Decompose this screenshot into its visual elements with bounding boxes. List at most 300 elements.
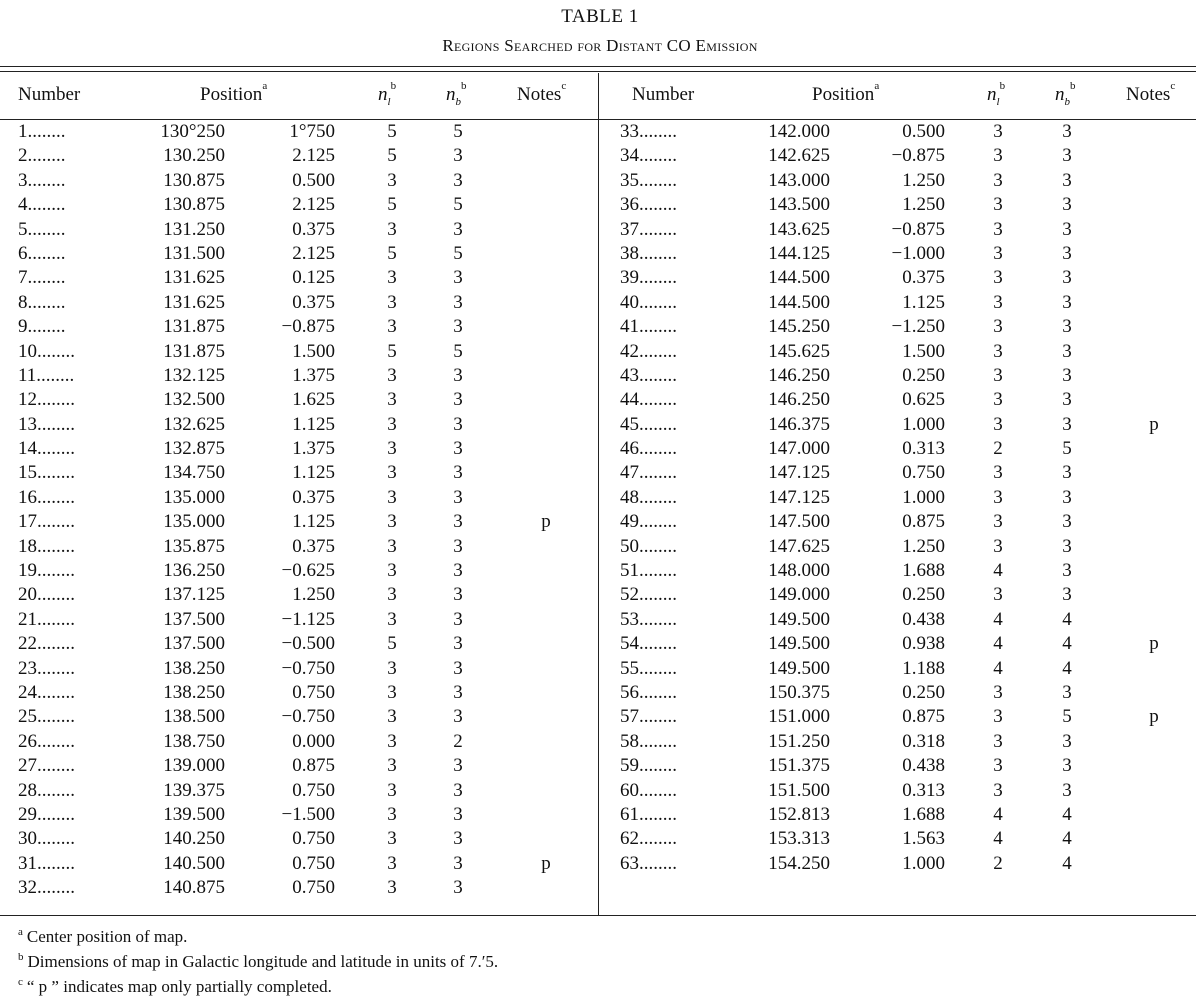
- table-row: [0, 755, 598, 779]
- nb-cell: 3: [453, 633, 463, 655]
- row-number: 43........: [620, 364, 677, 386]
- latitude-cell: 1.500: [902, 340, 945, 362]
- longitude-cell: 130°250: [160, 121, 225, 142]
- latitude-cell: 0.250: [902, 364, 945, 386]
- nl-cell: 3: [387, 828, 397, 850]
- row-number: 45........: [620, 413, 677, 435]
- row-number: 3........: [18, 169, 66, 191]
- nl-cell: 3: [387, 218, 397, 240]
- nl-cell: 3: [993, 218, 1003, 240]
- table-row: [0, 170, 598, 194]
- nl-cell: 3: [387, 852, 397, 874]
- nl-cell: 3: [387, 755, 397, 777]
- nl-cell: 5: [387, 242, 397, 264]
- nb-cell: 3: [1062, 681, 1072, 703]
- nb-cell: 3: [453, 535, 463, 557]
- table-row: [0, 389, 598, 413]
- row-number: 2........: [18, 145, 66, 167]
- table-row: [0, 706, 598, 730]
- longitude-cell: 138.500: [163, 706, 225, 728]
- nb-cell: 3: [453, 316, 463, 338]
- row-number: 34........: [620, 145, 677, 167]
- nb-cell: 3: [453, 706, 463, 728]
- nb-cell: 3: [1062, 486, 1072, 508]
- table-row: [0, 219, 598, 243]
- longitude-cell: 143.500: [768, 194, 830, 216]
- nl-cell: 3: [387, 462, 397, 484]
- longitude-cell: 143.000: [768, 169, 830, 191]
- row-number: 30........: [18, 828, 75, 850]
- header-nl: $n_l^b$: [378, 80, 397, 108]
- table-row: [0, 316, 598, 340]
- nb-cell: 3: [453, 486, 463, 508]
- latitude-cell: 1.375: [292, 364, 335, 386]
- nb-cell: 3: [1062, 389, 1072, 411]
- nl-cell: 3: [993, 267, 1003, 289]
- nl-cell: 4: [993, 828, 1003, 850]
- nb-cell: 3: [1062, 316, 1072, 338]
- latitude-cell: 1.625: [292, 389, 335, 411]
- notes-cell: p: [1149, 413, 1159, 435]
- row-number: 11........: [18, 364, 75, 386]
- latitude-cell: 1.125: [292, 462, 335, 484]
- latitude-cell: 0.750: [292, 681, 335, 703]
- latitude-cell: 1.688: [902, 803, 945, 825]
- longitude-cell: 153.313: [768, 828, 830, 850]
- row-number: 44........: [620, 389, 677, 411]
- latitude-cell: 1.250: [902, 194, 945, 216]
- nb-cell: 3: [1062, 779, 1072, 801]
- row-number: 54........: [620, 633, 677, 655]
- longitude-cell: 139.000: [163, 755, 225, 777]
- latitude-cell: 0.750: [292, 779, 335, 801]
- latitude-cell: −1.125: [281, 608, 335, 630]
- nl-cell: 3: [387, 389, 397, 411]
- row-number: 1........: [18, 121, 66, 142]
- latitude-cell: 1.125: [292, 413, 335, 435]
- table-row: [600, 341, 1198, 365]
- table-row: [600, 780, 1198, 804]
- header-nl: $n_l^b$: [987, 80, 1006, 108]
- nb-cell: 4: [1062, 657, 1072, 679]
- nl-cell: 3: [993, 462, 1003, 484]
- latitude-cell: 2.125: [292, 194, 335, 216]
- row-number: 32........: [18, 877, 75, 899]
- latitude-cell: 0.438: [902, 608, 945, 630]
- header-row: [0, 73, 598, 119]
- row-number: 26........: [18, 730, 75, 752]
- table-row: [0, 145, 598, 169]
- row-number: 22........: [18, 633, 75, 655]
- latitude-cell: 1.125: [902, 291, 945, 313]
- nl-cell: 3: [993, 389, 1003, 411]
- latitude-cell: 1.000: [902, 413, 945, 435]
- nb-cell: 3: [453, 657, 463, 679]
- nl-cell: 3: [993, 364, 1003, 386]
- latitude-cell: 1.500: [292, 340, 335, 362]
- header-nb: $n_b^b$: [446, 80, 467, 108]
- nb-cell: 3: [1062, 194, 1072, 216]
- nb-cell: 3: [453, 169, 463, 191]
- longitude-cell: 146.375: [768, 413, 830, 435]
- longitude-cell: 132.625: [163, 413, 225, 435]
- latitude-cell: 1.250: [292, 584, 335, 606]
- latitude-cell: 0.375: [292, 291, 335, 313]
- nb-cell: 3: [1062, 364, 1072, 386]
- table-row: [600, 755, 1198, 779]
- latitude-cell: 0.313: [902, 438, 945, 460]
- nb-cell: 3: [1062, 340, 1072, 362]
- latitude-cell: 0.500: [292, 169, 335, 191]
- nb-cell: 5: [453, 340, 463, 362]
- table-row: [600, 121, 1198, 145]
- row-number: 37........: [620, 218, 677, 240]
- latitude-cell: 0.250: [902, 681, 945, 703]
- nl-cell: 3: [993, 340, 1003, 362]
- latitude-cell: 0.875: [902, 511, 945, 533]
- table-row: [600, 633, 1198, 657]
- longitude-cell: 151.375: [768, 755, 830, 777]
- table-title: TABLE 1: [561, 6, 639, 27]
- nb-cell: 3: [453, 145, 463, 167]
- nl-cell: 3: [993, 121, 1003, 142]
- row-number: 29........: [18, 803, 75, 825]
- longitude-cell: 134.750: [163, 462, 225, 484]
- nb-cell: 3: [1062, 584, 1072, 606]
- nb-cell: 3: [1062, 413, 1072, 435]
- row-number: 28........: [18, 779, 75, 801]
- nl-cell: 3: [387, 779, 397, 801]
- nb-cell: 3: [453, 828, 463, 850]
- longitude-cell: 140.875: [163, 877, 225, 899]
- nl-cell: 3: [387, 169, 397, 191]
- longitude-cell: 149.000: [768, 584, 830, 606]
- table-row: [600, 292, 1198, 316]
- row-number: 40........: [620, 291, 677, 313]
- latitude-cell: 0.438: [902, 755, 945, 777]
- longitude-cell: 131.625: [163, 267, 225, 289]
- nl-cell: 5: [387, 145, 397, 167]
- nl-cell: 3: [993, 779, 1003, 801]
- latitude-cell: 1.563: [902, 828, 945, 850]
- nl-cell: 3: [993, 535, 1003, 557]
- nl-cell: 3: [387, 706, 397, 728]
- table-row: [0, 243, 598, 267]
- header-position: Position$^a$: [200, 80, 268, 105]
- nb-cell: 5: [1062, 706, 1072, 728]
- table-body-right: [600, 119, 1198, 877]
- row-number: 58........: [620, 730, 677, 752]
- longitude-cell: 131.500: [163, 242, 225, 264]
- header-notes: Notes$^c$: [517, 80, 567, 105]
- column-divider: [598, 73, 599, 916]
- table-half-left: [0, 73, 598, 902]
- nl-cell: 3: [387, 584, 397, 606]
- longitude-cell: 145.250: [768, 316, 830, 338]
- row-number: 8........: [18, 291, 66, 313]
- nl-cell: 3: [387, 535, 397, 557]
- latitude-cell: 0.875: [902, 706, 945, 728]
- latitude-cell: −0.875: [281, 316, 335, 338]
- nl-cell: 3: [993, 681, 1003, 703]
- nb-cell: 4: [1062, 633, 1072, 655]
- notes-cell: p: [541, 852, 551, 874]
- row-number: 19........: [18, 560, 75, 582]
- row-number: 18........: [18, 535, 75, 557]
- row-number: 55........: [620, 657, 677, 679]
- notes-cell: p: [1149, 706, 1159, 728]
- nl-cell: 3: [387, 608, 397, 630]
- nb-cell: 3: [453, 852, 463, 874]
- longitude-cell: 132.875: [163, 438, 225, 460]
- row-number: 61........: [620, 803, 677, 825]
- row-number: 9........: [18, 316, 66, 338]
- table-row: [0, 462, 598, 486]
- nl-cell: 3: [387, 316, 397, 338]
- table-row: [0, 682, 598, 706]
- nb-cell: 3: [453, 438, 463, 460]
- row-number: 25........: [18, 706, 75, 728]
- longitude-cell: 149.500: [768, 633, 830, 655]
- longitude-cell: 135.000: [163, 486, 225, 508]
- row-number: 14........: [18, 438, 75, 460]
- table-row: [600, 316, 1198, 340]
- nl-cell: 4: [993, 803, 1003, 825]
- nb-cell: 3: [453, 584, 463, 606]
- nl-cell: 3: [387, 364, 397, 386]
- nl-cell: 4: [993, 657, 1003, 679]
- nb-cell: 3: [1062, 121, 1072, 142]
- latitude-cell: 0.125: [292, 267, 335, 289]
- nb-cell: 3: [453, 413, 463, 435]
- nl-cell: 3: [993, 486, 1003, 508]
- latitude-cell: 0.250: [902, 584, 945, 606]
- longitude-cell: 142.000: [768, 121, 830, 142]
- row-number: 50........: [620, 535, 677, 557]
- nl-cell: 4: [993, 633, 1003, 655]
- table-row: [0, 121, 598, 145]
- row-number: 12........: [18, 389, 75, 411]
- nl-cell: 3: [387, 413, 397, 435]
- row-number: 47........: [620, 462, 677, 484]
- nl-cell: 3: [387, 877, 397, 899]
- table-half-right: [600, 73, 1198, 877]
- table-row: [600, 219, 1198, 243]
- longitude-cell: 130.875: [163, 194, 225, 216]
- nb-cell: 3: [1062, 560, 1072, 582]
- longitude-cell: 130.875: [163, 169, 225, 191]
- table-row: [0, 438, 598, 462]
- nl-cell: 3: [993, 145, 1003, 167]
- nl-cell: 3: [387, 560, 397, 582]
- row-number: 4........: [18, 194, 66, 216]
- nb-cell: 3: [453, 608, 463, 630]
- nb-cell: 3: [1062, 511, 1072, 533]
- latitude-cell: 0.318: [902, 730, 945, 752]
- table-row: [0, 658, 598, 682]
- table-row: [0, 487, 598, 511]
- nb-cell: 5: [453, 242, 463, 264]
- table-row: [600, 243, 1198, 267]
- row-number: 33........: [620, 121, 677, 142]
- latitude-cell: 0.750: [292, 852, 335, 874]
- nl-cell: 3: [387, 511, 397, 533]
- row-number: 51........: [620, 560, 677, 582]
- table-row: [600, 853, 1198, 877]
- table-row: [0, 536, 598, 560]
- latitude-cell: 0.313: [902, 779, 945, 801]
- longitude-cell: 132.500: [163, 389, 225, 411]
- nb-cell: 4: [1062, 608, 1072, 630]
- nl-cell: 3: [993, 194, 1003, 216]
- table-row: [0, 633, 598, 657]
- row-number: 20........: [18, 584, 75, 606]
- table-row: [0, 853, 598, 877]
- latitude-cell: 0.625: [902, 389, 945, 411]
- nl-cell: 5: [387, 121, 397, 142]
- table-row: [600, 414, 1198, 438]
- latitude-cell: 0.750: [292, 877, 335, 899]
- table-row: [600, 609, 1198, 633]
- latitude-cell: 0.500: [902, 121, 945, 142]
- longitude-cell: 138.250: [163, 657, 225, 679]
- nb-cell: 2: [453, 730, 463, 752]
- row-number: 13........: [18, 413, 75, 435]
- row-number: 27........: [18, 755, 75, 777]
- table-row: [0, 292, 598, 316]
- latitude-cell: 0.875: [292, 755, 335, 777]
- latitude-cell: −1.500: [281, 803, 335, 825]
- nb-cell: 3: [453, 218, 463, 240]
- table-body-left: [0, 119, 598, 902]
- longitude-cell: 130.250: [163, 145, 225, 167]
- longitude-cell: 132.125: [163, 364, 225, 386]
- nb-cell: 3: [1062, 462, 1072, 484]
- row-number: 41........: [620, 316, 677, 338]
- latitude-cell: 0.375: [292, 486, 335, 508]
- row-number: 16........: [18, 486, 75, 508]
- row-number: 6........: [18, 242, 66, 264]
- header-row: [600, 73, 1198, 119]
- table-row: [600, 511, 1198, 535]
- longitude-cell: 148.000: [768, 560, 830, 582]
- row-number: 7........: [18, 267, 66, 289]
- row-number: 35........: [620, 169, 677, 191]
- table-row: [600, 828, 1198, 852]
- latitude-cell: 0.375: [292, 218, 335, 240]
- longitude-cell: 135.000: [163, 511, 225, 533]
- longitude-cell: 142.625: [768, 145, 830, 167]
- nb-cell: 3: [453, 389, 463, 411]
- notes-cell: p: [1149, 633, 1159, 655]
- longitude-cell: 131.250: [163, 218, 225, 240]
- header-number: Number: [632, 84, 695, 105]
- row-number: 24........: [18, 681, 75, 703]
- nb-cell: 3: [1062, 535, 1072, 557]
- longitude-cell: 144.125: [768, 242, 830, 264]
- footnote: $^b$ Dimensions of map in Galactic longitude and latitude in units of 7.′5.: [18, 951, 499, 971]
- nl-cell: 3: [993, 169, 1003, 191]
- table-row: [600, 438, 1198, 462]
- longitude-cell: 131.625: [163, 291, 225, 313]
- row-number: 5........: [18, 218, 66, 240]
- latitude-cell: 0.750: [902, 462, 945, 484]
- nb-cell: 3: [1062, 291, 1072, 313]
- latitude-cell: −0.500: [281, 633, 335, 655]
- header-nb: $n_b^b$: [1055, 80, 1076, 108]
- footnote: $^a$ Center position of map.: [18, 926, 188, 946]
- longitude-cell: 147.125: [768, 462, 830, 484]
- latitude-cell: 0.375: [292, 535, 335, 557]
- nb-cell: 3: [1062, 730, 1072, 752]
- table-row: [600, 682, 1198, 706]
- longitude-cell: 144.500: [768, 267, 830, 289]
- table-row: [600, 804, 1198, 828]
- nb-cell: 3: [453, 462, 463, 484]
- table-row: [600, 536, 1198, 560]
- row-number: 59........: [620, 755, 677, 777]
- nl-cell: 3: [993, 511, 1003, 533]
- latitude-cell: 1.250: [902, 535, 945, 557]
- table-row: [0, 194, 598, 218]
- nl-cell: 3: [387, 438, 397, 460]
- table-row: [600, 706, 1198, 730]
- nl-cell: 2: [993, 852, 1003, 874]
- table-row: [600, 170, 1198, 194]
- latitude-cell: −1.250: [891, 316, 945, 338]
- latitude-cell: 1.125: [292, 511, 335, 533]
- longitude-cell: 147.000: [768, 438, 830, 460]
- table-row: [600, 658, 1198, 682]
- longitude-cell: 149.500: [768, 657, 830, 679]
- longitude-cell: 135.875: [163, 535, 225, 557]
- nb-cell: 4: [1062, 803, 1072, 825]
- nb-cell: 3: [453, 681, 463, 703]
- row-number: 49........: [620, 511, 677, 533]
- nb-cell: 3: [453, 803, 463, 825]
- nl-cell: 5: [387, 194, 397, 216]
- table-row: [600, 560, 1198, 584]
- longitude-cell: 138.250: [163, 681, 225, 703]
- table-row: [0, 511, 598, 535]
- row-number: 56........: [620, 681, 677, 703]
- table-row: [600, 731, 1198, 755]
- table-row: [0, 609, 598, 633]
- nl-cell: 3: [387, 267, 397, 289]
- row-number: 23........: [18, 657, 75, 679]
- longitude-cell: 131.875: [163, 340, 225, 362]
- longitude-cell: 150.375: [768, 681, 830, 703]
- longitude-cell: 151.250: [768, 730, 830, 752]
- nl-cell: 3: [387, 730, 397, 752]
- latitude-cell: −0.875: [891, 145, 945, 167]
- nl-cell: 3: [387, 681, 397, 703]
- longitude-cell: 136.250: [163, 560, 225, 582]
- latitude-cell: 1°750: [289, 121, 335, 142]
- nl-cell: 5: [387, 340, 397, 362]
- table-row: [0, 414, 598, 438]
- table-row: [0, 804, 598, 828]
- footnote: $^c$ “ p ” indicates map only partially completed.: [18, 976, 332, 996]
- longitude-cell: 152.813: [768, 803, 830, 825]
- latitude-cell: 0.938: [902, 633, 945, 655]
- table-row: [600, 145, 1198, 169]
- nb-cell: 4: [1062, 852, 1072, 874]
- longitude-cell: 143.625: [768, 218, 830, 240]
- longitude-cell: 146.250: [768, 364, 830, 386]
- nl-cell: 2: [993, 438, 1003, 460]
- nb-cell: 3: [453, 755, 463, 777]
